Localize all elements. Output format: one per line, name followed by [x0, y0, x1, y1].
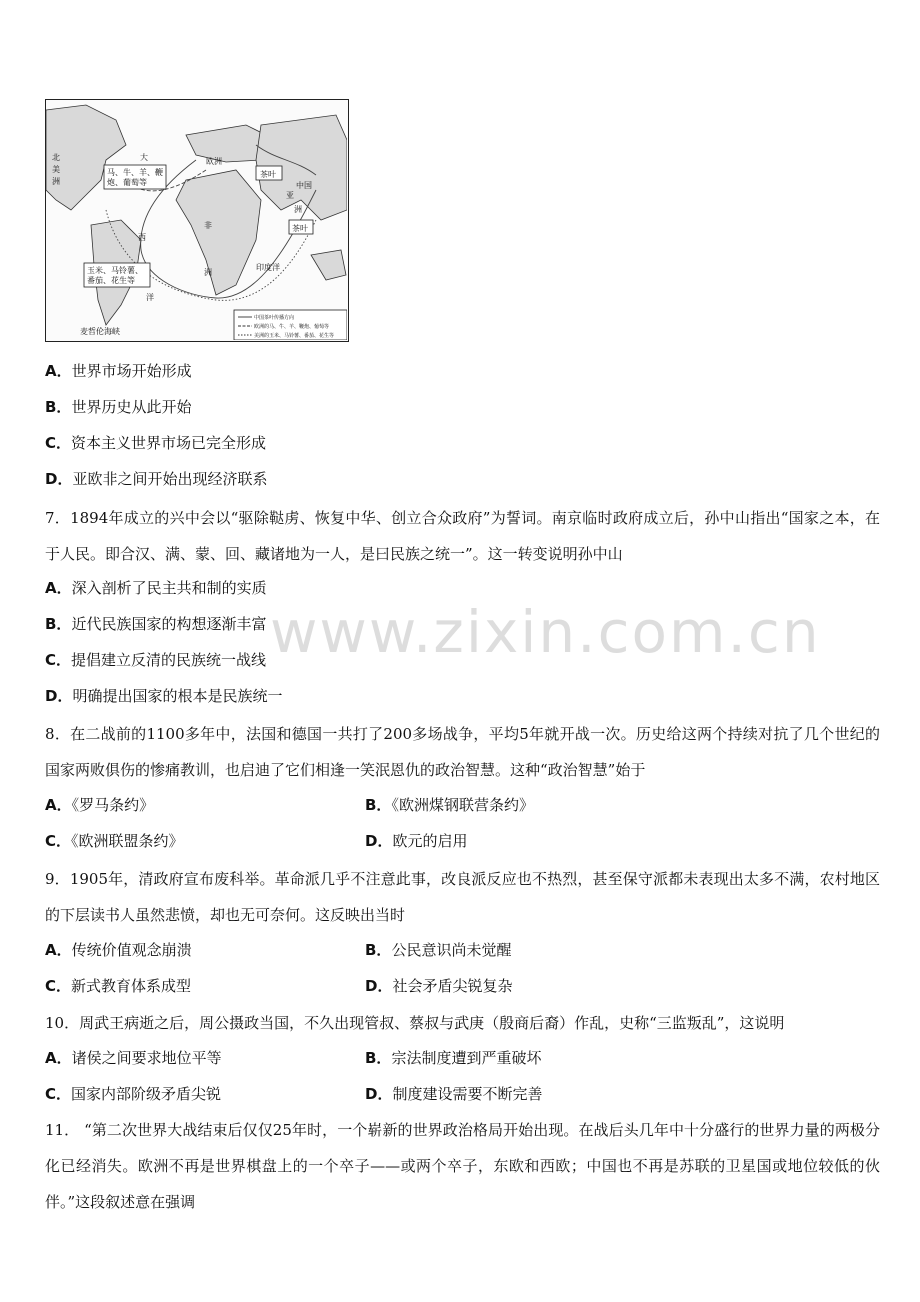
q6-option-b	[45, 396, 191, 418]
box-tea-1-text: 茶叶	[260, 170, 276, 179]
q6-option-d	[45, 468, 267, 490]
q10-option-b	[365, 1047, 541, 1069]
box-crops-line1: 玉米、马铃薯、	[87, 266, 143, 275]
q10-option-d	[365, 1083, 542, 1105]
q6-option-a-text: 世界市场开始形成	[71, 362, 192, 380]
q10-option-d-text: 制度建设需要不断完善	[392, 1085, 543, 1103]
legend-americas-text: 美洲的玉米、马铃薯、番茄、花生等	[254, 333, 335, 339]
q6-option-b-letter: B．	[45, 398, 72, 416]
q7-stem: 7．1894年成立的兴中会以“驱除鞑虏、恢复中华、创立合众政府”为誓词。南京临时政府成立后，孙中山指出“国家之本，在于人民。即合汉、满、蒙、回、藏诸地为一人，是曰民族之统一”。这一转变说明孙中山	[45, 509, 880, 563]
q7-option-a-letter: A．	[45, 579, 72, 597]
q7-option-b-letter: B．	[45, 615, 72, 633]
q9-option-a-letter: A．	[45, 941, 72, 959]
q7-option-a-text: 深入剖析了民主共和制的实质	[71, 579, 267, 597]
q6-option-a-letter: A．	[45, 362, 72, 380]
q10-option-c-text: 国家内部阶级矛盾尖锐	[71, 1085, 222, 1103]
label-asia-2: 洲	[294, 205, 302, 214]
q8-option-a-letter: A．	[45, 796, 72, 814]
q10-option-c	[45, 1083, 221, 1105]
q9-option-d-text: 社会矛盾尖锐复杂	[392, 977, 513, 995]
q8-option-a	[45, 794, 154, 816]
q8-option-c	[45, 830, 184, 852]
label-north-america-3: 洲	[52, 177, 60, 186]
q8-option-b-letter: B．	[365, 796, 392, 814]
q9-option-c	[45, 975, 191, 997]
label-north-america-1: 北	[52, 153, 60, 162]
box-crops-line2: 番茄、花生等	[87, 276, 135, 285]
q8-option-b	[365, 794, 534, 816]
label-atlantic-3: 洋	[146, 293, 154, 302]
q9-option-d	[365, 975, 512, 997]
box-tea-2-text: 茶叶	[292, 224, 308, 233]
q6-option-d-letter: D．	[45, 470, 73, 488]
trade-map-figure	[45, 99, 349, 342]
q8-option-a-text: 《罗马条约》	[71, 796, 155, 814]
q8-stem: 8．在二战前的1100多年中，法国和德国一共打了200多场战争，平均5年就开战一次。历史给这两个持续对抗了几个世纪的国家两败俱伤的惨痛教训，也启迪了它们相逢一笑泯恩仇的政治智慧。这种“政治智慧”始于	[45, 725, 880, 779]
world-map-svg	[46, 100, 347, 340]
africa-land	[176, 170, 261, 295]
q9-option-b	[365, 939, 511, 961]
q10-option-a-text: 诸侯之间要求地位平等	[71, 1049, 222, 1067]
label-europe: 欧洲	[206, 157, 222, 166]
q7-option-d-text: 明确提出国家的根本是民族统一	[72, 687, 283, 705]
q8-option-b-text: 《欧洲煤钢联营条约》	[391, 796, 534, 814]
q8-option-d-letter: D．	[365, 832, 393, 850]
label-magellan: 麦哲伦海峡	[80, 327, 120, 336]
q6-option-c	[45, 432, 266, 454]
q7-option-c-text: 提倡建立反清的民族统一战线	[71, 651, 267, 669]
q8-option-c-text: 《欧洲联盟条约》	[71, 832, 184, 850]
q10-option-c-letter: C．	[45, 1085, 72, 1103]
watermark: www.zixin.com.cn	[270, 598, 821, 666]
q9-option-d-letter: D．	[365, 977, 393, 995]
legend-europe-text: 欧洲的马、牛、羊、鞭炮、葡萄等	[254, 324, 330, 330]
box-livestock-line2: 炮、葡萄等	[107, 178, 147, 187]
q9-option-a	[45, 939, 192, 961]
q10-option-b-letter: B．	[365, 1049, 392, 1067]
q9-option-b-text: 公民意识尚未觉醒	[391, 941, 512, 959]
box-livestock-line1: 马、牛、羊、鞭	[107, 168, 163, 177]
q6-option-a	[45, 360, 192, 382]
q9-option-c-letter: C．	[45, 977, 72, 995]
label-asia-1: 亚	[286, 191, 294, 200]
q10-option-a-letter: A．	[45, 1049, 72, 1067]
q9-option-c-text: 新式教育体系成型	[71, 977, 192, 995]
q7-option-b	[45, 613, 266, 635]
australia-land	[311, 250, 346, 280]
q8-option-d	[365, 830, 467, 852]
label-africa-1: 非	[204, 221, 212, 230]
label-africa-2: 洲	[204, 268, 212, 277]
q10-option-b-text: 宗法制度遭到严重破坏	[391, 1049, 542, 1067]
q9-stem: 9．1905年，清政府宣布废科举。革命派几乎不注意此事，改良派反应也不热烈，甚至保守派都未表现出太多不满，农村地区的下层读书人虽然悲愤，却也无可奈何。这反映出当时	[45, 870, 880, 924]
q10-option-d-letter: D．	[365, 1085, 393, 1103]
q6-option-b-text: 世界历史从此开始	[71, 398, 192, 416]
legend-tea-text: 中国茶叶传播方向	[254, 315, 295, 321]
q6-option-c-letter: C．	[45, 434, 72, 452]
q7-option-c	[45, 649, 266, 671]
q7-option-d	[45, 685, 282, 707]
q7-option-b-text: 近代民族国家的构想逐渐丰富	[71, 615, 267, 633]
label-atlantic-2: 西	[138, 233, 146, 242]
q6-option-d-text: 亚欧非之间开始出现经济联系	[72, 470, 268, 488]
q10-option-a	[45, 1047, 222, 1069]
label-atlantic-1: 大	[140, 153, 148, 162]
q7-option-d-letter: D．	[45, 687, 73, 705]
q11-stem: 11． “第二次世界大战结束后仅仅25年时，一个崭新的世界政治格局开始出现。在战后头几年中十分盛行的世界力量的两极分化已经消失。欧洲不再是世界棋盘上的一个卒子——或两个卒子，东欧和西欧；中国也不再是苏联的卫星国或地位较低的伙伴。”这段叙述意在强调	[45, 1121, 880, 1211]
q9-option-b-letter: B．	[365, 941, 392, 959]
q8-option-d-text: 欧元的启用	[392, 832, 468, 850]
q10-stem: 10．周武王病逝之后，周公摄政当国，不久出现管叔、蔡叔与武庚（殷商后裔）作乱，史称“三监叛乱”，这说明	[45, 1014, 785, 1032]
label-north-america-2: 美	[52, 165, 60, 174]
q7-option-a	[45, 577, 267, 599]
q8-option-c-letter: C．	[45, 832, 72, 850]
q7-option-c-letter: C．	[45, 651, 72, 669]
q6-option-c-text: 资本主义世界市场已完全形成	[71, 434, 267, 452]
label-indian-ocean: 印度洋	[256, 263, 280, 272]
q9-option-a-text: 传统价值观念崩溃	[71, 941, 192, 959]
label-china: 中国	[296, 181, 312, 190]
